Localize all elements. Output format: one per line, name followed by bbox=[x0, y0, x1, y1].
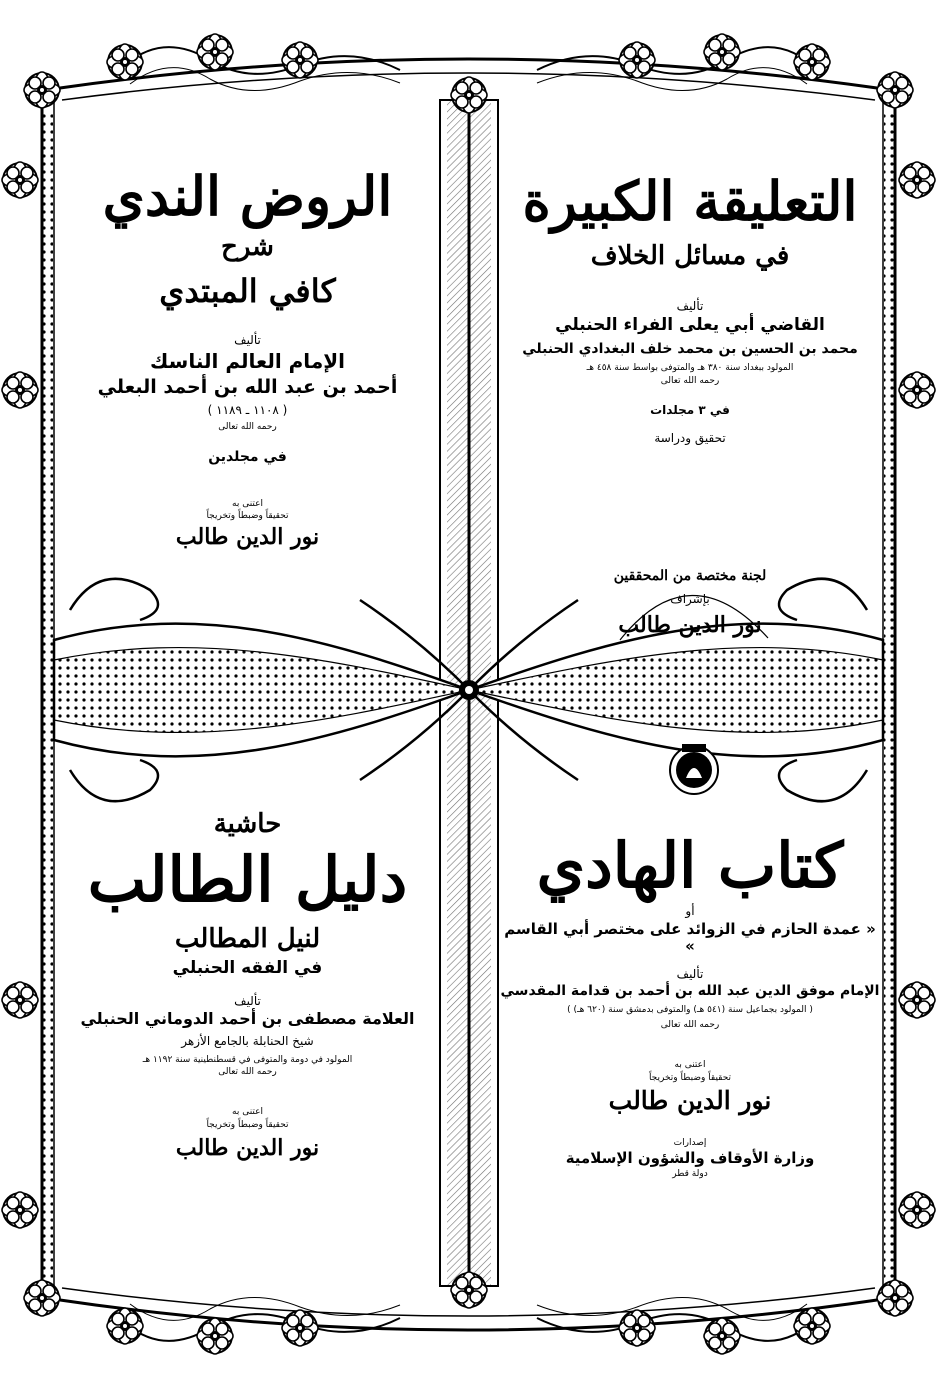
author-line-1: العلامة مصطفى بن أحمد الدوماني الحنبلي bbox=[80, 1009, 415, 1029]
care-detail: تحقيقاً وضبطاً وتخريجاً bbox=[206, 511, 289, 521]
editor-name: نور الدين طالب bbox=[608, 1085, 772, 1115]
blessing-text: رحمه الله تعالى bbox=[218, 422, 277, 433]
book-title: الروض الندي bbox=[102, 164, 393, 228]
publisher-label: إصدارات bbox=[673, 1137, 707, 1148]
left-band bbox=[43, 110, 53, 1280]
volumes-text: في ٣ مجلدات bbox=[650, 403, 730, 418]
authored-by-label: تأليف bbox=[676, 298, 704, 313]
author-dates: ( المولود بجماعيل سنة (٥٤١ هـ) والمتوفى بدمشق سنة (٦٢٠ هـ) ) bbox=[567, 1005, 813, 1016]
committee-text: لجنة مختصة من المحققين bbox=[613, 568, 767, 584]
author-dates: المولود ببغداد سنة ٣٨٠ هـ والمتوفى بواسط سنة ٤٥٨ هـ bbox=[586, 363, 794, 374]
author-line-1: القاضي أبي يعلى الفراء الحنبلي bbox=[555, 314, 825, 335]
author-line-2: شيخ الحنابلة بالجامع الأزهر bbox=[181, 1033, 314, 1048]
book-panel-hadi bbox=[500, 830, 880, 1180]
author-line-2: أحمد بن عبد الله بن أحمد البعلي bbox=[97, 375, 398, 398]
book-subtitle: « عمدة الحازم في الزوائد على مختصر أبي القاسم » bbox=[504, 920, 876, 956]
book-panel-dalil bbox=[60, 810, 435, 1161]
sharh-label: شرح bbox=[221, 232, 274, 263]
book-subtitle: لنيل المطالب bbox=[174, 924, 321, 955]
editor-name: نور الدين طالب bbox=[175, 524, 320, 551]
edition-text: تحقيق ودراسة bbox=[654, 430, 726, 445]
publisher-country: دولة قطر bbox=[672, 1169, 708, 1180]
editor-name: نور الدين طالب bbox=[175, 1134, 320, 1161]
blessing-text: رحمه الله تعالى bbox=[660, 1019, 720, 1030]
authored-by-label: تأليف bbox=[234, 332, 261, 347]
care-label: اعتنى به bbox=[674, 1060, 706, 1071]
or-label: أو bbox=[685, 904, 695, 919]
author-line-1: الإمام موفق الدين عبد الله بن أحمد بن قدامة المقدسي bbox=[500, 983, 880, 1000]
author-dates: المولود في دومة والمتوفى في قسطنطينية سنة ١١٩٢ هـ bbox=[142, 1054, 353, 1065]
publisher-name: وزارة الأوقاف والشؤون الإسلامية bbox=[565, 1148, 815, 1167]
book-subtitle: كافي المبتدي bbox=[159, 271, 336, 310]
authored-by-label: تأليف bbox=[676, 966, 704, 981]
blessing-text: رحمه الله تعالى bbox=[218, 1066, 277, 1077]
supervision-label: بإشراف bbox=[670, 592, 710, 606]
care-detail: تحقيقاً وضبطاً وتخريجاً bbox=[648, 1072, 732, 1083]
book-subtitle-2: في الفقه الحنبلي bbox=[172, 958, 323, 979]
book-title: كتاب الهادي bbox=[536, 829, 844, 902]
pre-title: حاشية bbox=[213, 809, 282, 839]
volumes-text: في مجلدين bbox=[208, 448, 287, 465]
book-title: دليل الطالب bbox=[87, 842, 408, 916]
editor-name: نور الدين طالب bbox=[618, 612, 762, 638]
right-band bbox=[884, 110, 894, 1280]
author-line-1: الإمام العالم الناسك bbox=[150, 348, 345, 373]
author-dates: ( ١١٠٨ ـ ١١٨٩ ) bbox=[207, 403, 288, 418]
blessing-text: رحمه الله تعالى bbox=[660, 375, 720, 386]
book-panel-taliqa bbox=[500, 170, 880, 446]
care-label: اعتنى به bbox=[232, 498, 263, 509]
publisher-emblem-icon bbox=[670, 744, 718, 794]
authored-by-label: تأليف bbox=[234, 993, 261, 1008]
book-panel-rawd bbox=[60, 165, 435, 551]
book-title: التعليقة الكبيرة bbox=[522, 169, 858, 233]
author-line-2: محمد بن الحسين بن محمد خلف البغدادي الحنبلي bbox=[522, 341, 858, 358]
book-subtitle: في مسائل الخلاف bbox=[590, 241, 790, 272]
care-detail: تحقيقاً وضبطاً وتخريجاً bbox=[206, 1119, 289, 1130]
care-label: اعتنى به bbox=[232, 1107, 263, 1118]
